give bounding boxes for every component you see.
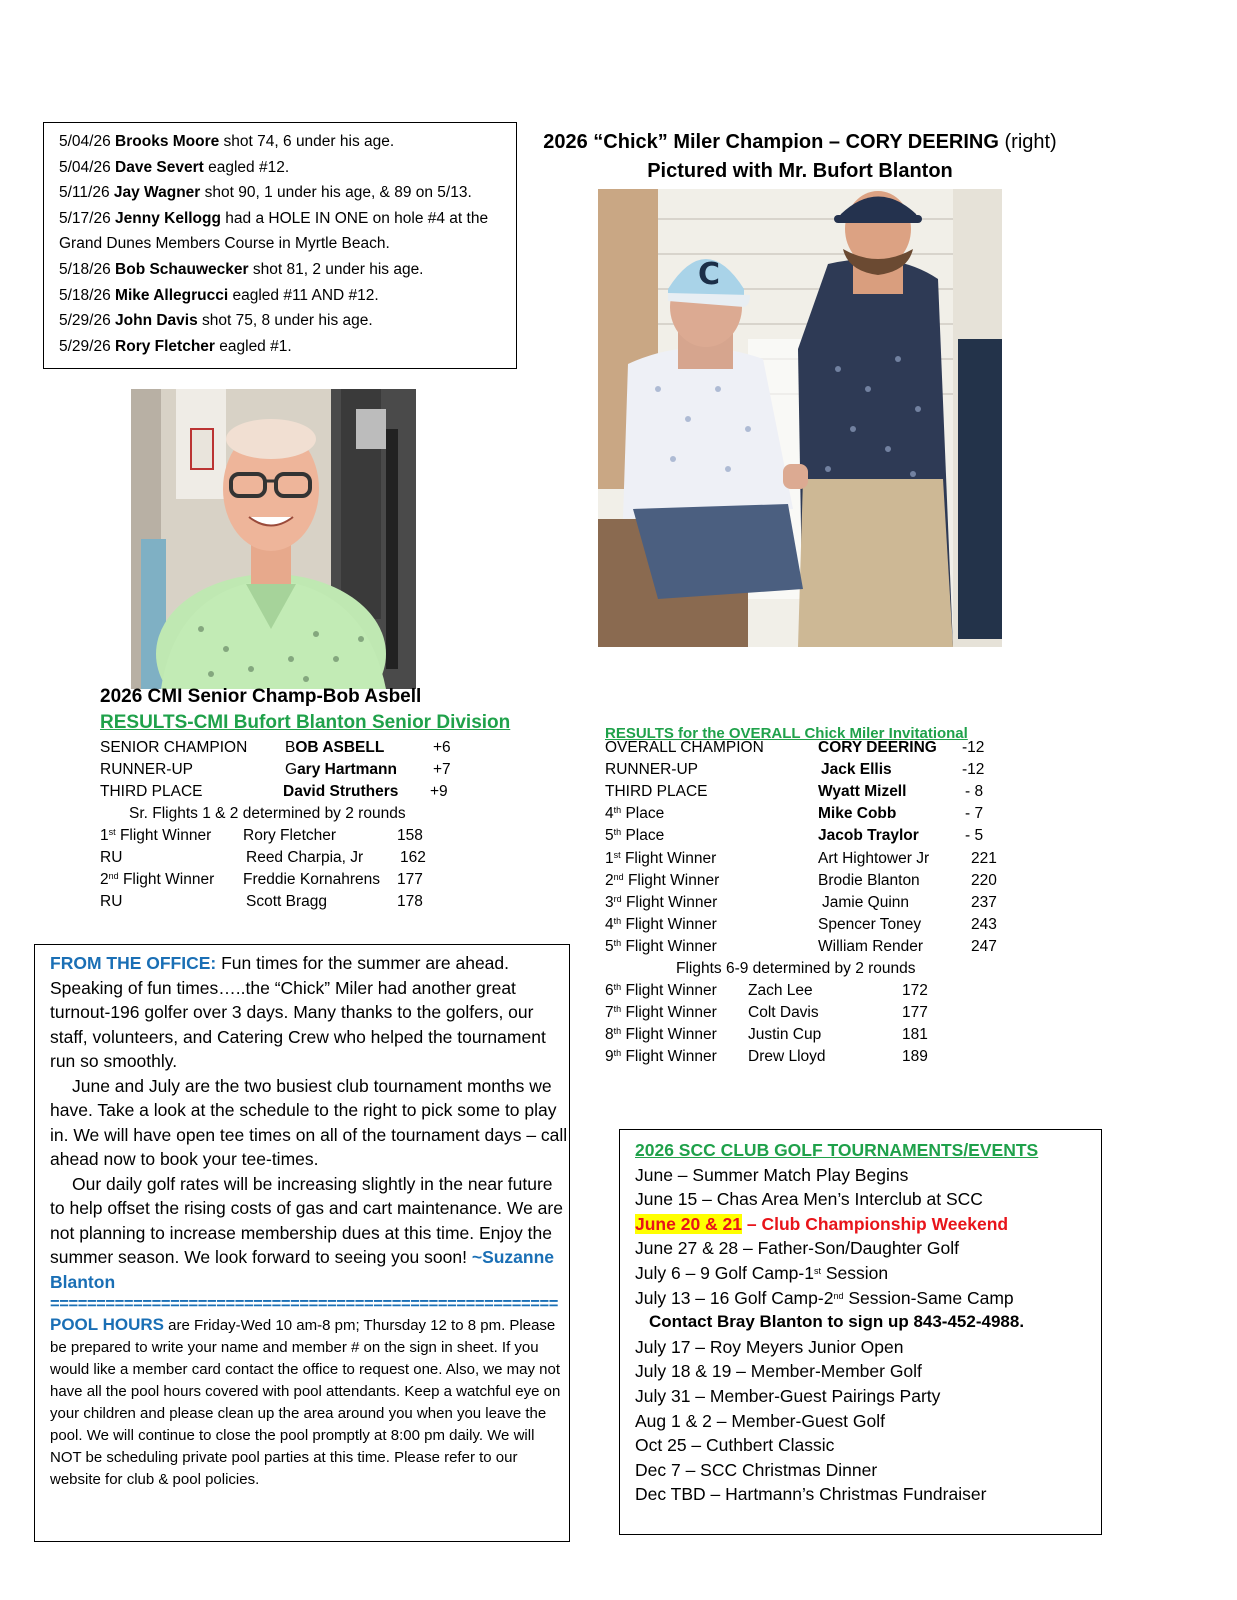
news-name: Jay Wagner: [113, 184, 201, 202]
flight-label-text: Flight Winner: [621, 938, 717, 955]
flight-number-suffix: st: [108, 827, 116, 837]
event-camp-1: [635, 1261, 1101, 1286]
senior-row-label: THIRD PLACE: [100, 783, 203, 800]
overall-row-label: [605, 759, 698, 781]
news-name: Bob Schauwecker: [115, 260, 249, 278]
flight-number-suffix: nd: [613, 872, 624, 882]
news-item: [59, 206, 516, 232]
senior-row-name-rest: ary Hartmann: [297, 761, 397, 778]
flight-number: 4: [605, 916, 614, 933]
senior-row-name-rest: David Struthers: [283, 783, 399, 800]
overall-row-label: [605, 825, 664, 847]
overall-row-label: [605, 1024, 717, 1046]
overall-row-score: - 5: [965, 827, 984, 844]
news-text: shot 81, 2 under his age.: [248, 260, 424, 278]
flight-label-text: Flight Winner: [621, 1004, 717, 1021]
news-item: [59, 231, 516, 257]
event-item: July 31 – Member-Guest Pairings Party: [635, 1385, 941, 1406]
overall-flight-score: 181: [902, 1026, 928, 1043]
senior-flight-label: [100, 847, 122, 869]
news-text: shot 75, 8 under his age.: [197, 312, 373, 330]
overall-flight-row: [605, 936, 1005, 958]
senior-flight-score: 178: [397, 893, 423, 910]
events-title[interactable]: 2026 SCC CLUB GOLF TOURNAMENTS/EVENTS: [635, 1140, 1039, 1160]
news-name: John Davis: [115, 312, 198, 330]
camp1-sup: st: [813, 1265, 821, 1276]
senior-results-title[interactable]: RESULTS-CMI Bufort Blanton Senior Division: [100, 712, 511, 733]
news-text: eagled #12.: [203, 158, 290, 176]
pool-label: POOL HOURS: [50, 1315, 164, 1334]
senior-row-name: [285, 737, 384, 759]
senior-flight-label: [100, 869, 214, 891]
camp2-sup: nd: [833, 1290, 844, 1301]
champion-heading: [520, 131, 1080, 154]
senior-row: [100, 737, 480, 759]
event-championship: [635, 1212, 1101, 1237]
overall-place-row: [605, 781, 1005, 803]
event-item: Aug 1 & 2 – Member-Guest Golf: [635, 1410, 885, 1431]
news-date: 5/29/26: [59, 312, 111, 330]
news-name: Rory Fletcher: [115, 337, 215, 355]
senior-row: [100, 759, 480, 781]
overall-flight-name: Justin Cup: [748, 1026, 822, 1043]
senior-flight-row: [100, 891, 480, 913]
championship-text: – Club Championship Weekend: [742, 1213, 1009, 1234]
flight-label-text: Flight Winner: [621, 916, 717, 933]
news-item: [59, 180, 516, 206]
event-item: July 18 & 19 – Member-Member Golf: [635, 1361, 922, 1382]
overall-flight-row: [605, 914, 1005, 936]
office-text-3: Our daily golf rates will be increasing slightly in the near future to help offset the rising costs of gas and cart maintenance. We are not planning to increase membership dues at this time. Enjoy the summer season. We look forward to seeing you soon!: [50, 1173, 563, 1267]
overall-flight-score: 247: [971, 938, 997, 955]
news-name: Mike Allegrucci: [115, 286, 229, 304]
news-date: 5/17/26: [59, 209, 111, 227]
camp1-text: July 6 – 9 Golf Camp-1: [635, 1262, 814, 1283]
office-box: [34, 944, 570, 1542]
champion-heading-bold: 2026 “Chick” Miler Champion – CORY DEERING: [543, 131, 999, 153]
overall-flight-row: [605, 1024, 1005, 1046]
place-label: 5: [605, 827, 614, 844]
champion-subheading: Pictured with Mr. Bufort Blanton: [647, 160, 953, 182]
flight-number-suffix: st: [613, 850, 621, 860]
senior-row-name: [285, 759, 397, 781]
senior-row: [100, 781, 480, 803]
event-camp-2: [635, 1286, 1101, 1311]
flight-number-suffix: th: [613, 982, 622, 992]
overall-row-label: [605, 1046, 717, 1068]
flight-label-text: Flight Winner: [621, 1048, 717, 1065]
news-text: Grand Dunes Members Course in Myrtle Beach.: [59, 235, 390, 253]
place-label-rest: Place: [621, 827, 665, 844]
event-item: July 17 – Roy Meyers Junior Open: [635, 1336, 904, 1357]
flight-number: 8: [605, 1026, 614, 1043]
overall-results-title[interactable]: RESULTS for the OVERALL Chick Miler Invitational: [605, 725, 968, 742]
overall-row-label: [605, 1002, 717, 1024]
pool-paragraph: [50, 1314, 569, 1491]
flight-label-text: Flight Winner: [621, 894, 718, 911]
news-date: 5/18/26: [59, 260, 111, 278]
flight-number-suffix: th: [613, 1026, 622, 1036]
senior-flight-label: [100, 825, 211, 847]
news-box: [43, 122, 517, 369]
overall-flight-name: Drew Lloyd: [748, 1048, 826, 1065]
overall-row-label: [605, 870, 719, 892]
senior-flight-name: Reed Charpia, Jr: [246, 849, 364, 866]
overall-row-name: Wyatt Mizell: [818, 783, 907, 800]
champion-illustration: [598, 189, 1002, 647]
overall-row-label: [605, 892, 717, 914]
office-signature: ~Suzanne Blanton: [50, 1247, 555, 1292]
news-item: [59, 308, 516, 334]
senior-flights-note: Sr. Flights 1 & 2 determined by 2 rounds: [129, 805, 406, 822]
senior-row-name: [283, 781, 398, 803]
senior-row-score: +6: [433, 739, 451, 756]
overall-row-score: - 8: [965, 783, 984, 800]
flight-label-text: Flight Winner: [621, 982, 717, 999]
flight-number: 7: [605, 1004, 614, 1021]
flight-number: 5: [605, 938, 614, 955]
overall-row-label: [605, 936, 717, 958]
overall-flight-score: 243: [971, 916, 997, 933]
flight-label-text: Flight Winner: [118, 871, 215, 888]
flight-number-suffix: rd: [613, 894, 622, 904]
senior-row-label: SENIOR CHAMPION: [100, 739, 248, 756]
overall-place-row: [605, 737, 1005, 759]
senior-flight-score: 177: [397, 871, 423, 888]
office-label: FROM THE OFFICE:: [50, 953, 217, 973]
senior-flight-row: [100, 869, 480, 891]
event-item: June – Summer Match Play Begins: [635, 1164, 909, 1185]
news-item: [59, 129, 516, 155]
overall-row-label: [605, 781, 708, 803]
place-label: THIRD PLACE: [605, 783, 708, 800]
camp1-post: Session: [820, 1262, 889, 1283]
senior-flight-row: [100, 825, 480, 847]
senior-flight-label: [100, 891, 122, 913]
overall-flight-row: [605, 892, 1005, 914]
overall-flight-name: Brodie Blanton: [818, 872, 920, 889]
flight-number: 2: [100, 871, 109, 888]
senior-flight-name: Rory Fletcher: [243, 827, 337, 844]
flight-number-suffix: th: [613, 1004, 622, 1014]
office-paragraph-2: June and July are the two busiest club tournament months we have. Take a look at the schedule to the right to pick some to play in. We will have open tee times on all of the tournament days – call ahead now to book your tee-times.: [50, 1075, 568, 1169]
overall-row-label: [605, 737, 764, 759]
event-item: June 27 & 28 – Father-Son/Daughter Golf: [635, 1238, 959, 1259]
flight-label-text: Flight Winner: [115, 827, 212, 844]
news-text: shot 74, 6 under his age.: [219, 133, 395, 150]
senior-row-name-initial: G: [285, 761, 298, 778]
senior-row-name-rest: OB ASBELL: [295, 739, 385, 756]
senior-flight-row: [100, 847, 480, 869]
overall-row-name: CORY DEERING: [818, 739, 937, 756]
news-date: 5/04/26: [59, 133, 111, 150]
place-label-rest: Place: [621, 805, 665, 822]
overall-place-row: [605, 825, 1005, 847]
flight-label-text: Flight Winner: [620, 850, 717, 867]
news-item: [59, 283, 516, 309]
news-date: 5/18/26: [59, 286, 111, 304]
overall-row-label: [605, 980, 717, 1002]
news-item: [59, 257, 516, 283]
flight-number: 3: [605, 894, 614, 911]
senior-flight-name: Scott Bragg: [246, 893, 327, 910]
overall-row-label: [605, 914, 717, 936]
overall-flight-score: 221: [971, 850, 997, 867]
events-list-2: [635, 1236, 1101, 1261]
events-list-3: [635, 1335, 1101, 1507]
senior-flight-score: 158: [397, 827, 423, 844]
office-paragraph-1: [50, 951, 569, 1074]
office-paragraph-3: [50, 1172, 569, 1295]
overall-row-name: Mike Cobb: [818, 805, 897, 822]
news-name: Dave Severt: [115, 158, 204, 176]
events-box: [619, 1129, 1102, 1535]
news-text: shot 90, 1 under his age, & 89 on 5/13.: [200, 184, 472, 202]
flight-label-text: RU: [100, 893, 123, 910]
flight-label-text: RU: [100, 849, 123, 866]
champion-photo: [598, 189, 1002, 647]
event-item: Dec TBD – Hartmann’s Christmas Fundraiser: [635, 1484, 987, 1505]
flight-number-suffix: th: [613, 1048, 622, 1058]
overall-row-name: Jacob Traylor: [818, 827, 919, 844]
overall-place-row: [605, 759, 1005, 781]
overall-row-score: -12: [962, 739, 985, 756]
news-date: 5/29/26: [59, 337, 111, 355]
senior-flight-name: Freddie Kornahrens: [243, 871, 380, 888]
news-name: Jenny Kellogg: [115, 209, 221, 227]
overall-flight-score: 172: [902, 982, 928, 999]
divider: =======================================================: [50, 1295, 558, 1313]
place-label: RUNNER-UP: [605, 761, 698, 778]
overall-flight-name: Spencer Toney: [818, 916, 922, 933]
news-name: Brooks Moore: [115, 133, 220, 150]
overall-flight-row: [605, 1046, 1005, 1068]
overall-flight-score: 177: [902, 1004, 928, 1021]
overall-flight-name: Jamie Quinn: [822, 894, 910, 911]
office-text-1: Fun times for the summer are ahead. Speaking of fun times…..the “Chick” Miler had another great turnout-196 golfer over 3 days. Many thanks to the golfers, our staff, volunteers, and Catering Crew who helped the tournament run so smoothly.: [50, 953, 546, 1071]
flight-number-suffix: th: [613, 938, 622, 948]
news-item: [59, 334, 516, 360]
news-date: 5/11/26: [59, 184, 110, 202]
champion-heading-note: (right): [998, 131, 1057, 153]
overall-flight-row: [605, 870, 1005, 892]
flight-number: 9: [605, 1048, 614, 1065]
flight-number: 1: [605, 850, 614, 867]
overall-flight-row: [605, 848, 1005, 870]
overall-row-score: -12: [962, 761, 985, 778]
events-list-1: [635, 1163, 1101, 1212]
overall-flight-score: 220: [971, 872, 997, 889]
place-suffix: th: [613, 827, 622, 837]
senior-champion-photo: [131, 389, 416, 689]
news-date: 5/04/26: [59, 158, 111, 176]
senior-champion-illustration: [131, 389, 416, 689]
overall-flights-note: Flights 6-9 determined by 2 rounds: [676, 960, 916, 977]
senior-row-score: +7: [433, 761, 451, 778]
overall-flight-row: [605, 980, 1005, 1002]
news-text: had a HOLE IN ONE on hole #4 at the: [220, 209, 489, 227]
flight-label-text: Flight Winner: [621, 1026, 717, 1043]
flight-number-suffix: nd: [108, 871, 119, 881]
overall-row-label: [605, 848, 716, 870]
event-contact: Contact Bray Blanton to sign up 843-452-4988.: [649, 1312, 1025, 1332]
flight-number: 6: [605, 982, 614, 999]
senior-flight-score: 162: [400, 849, 426, 866]
overall-row-score: - 7: [965, 805, 984, 822]
senior-row-score: +9: [430, 783, 448, 800]
senior-caption: 2026 CMI Senior Champ-Bob Asbell: [100, 686, 422, 707]
overall-row-label: [605, 803, 664, 825]
place-label: OVERALL CHAMPION: [605, 739, 764, 756]
overall-flight-name: Art Hightower Jr: [818, 850, 930, 867]
overall-flight-name: Zach Lee: [748, 982, 813, 999]
championship-date: June 20 & 21: [635, 1213, 742, 1234]
overall-flight-name: Colt Davis: [748, 1004, 819, 1021]
pool-text: are Friday-Wed 10 am-8 pm; Thursday 12 to 8 pm. Please be prepared to write your name and member # on the sign in sheet. If you would like a member card contact the office to request one. Also, we may not have all the pool hours covered with pool attendants. Keep a watchful eye on your children and please clean up the area around you when you leave the pool. We will continue to close the pool promptly at 8:00 pm daily. We will NOT be scheduling private pool parties at this time. Please refer to our website for club & pool policies.: [50, 1317, 561, 1488]
place-suffix: th: [613, 805, 622, 815]
flight-label-text: Flight Winner: [623, 872, 720, 889]
overall-flight-score: 237: [971, 894, 997, 911]
camp2-post: Session-Same Camp: [843, 1287, 1014, 1308]
overall-place-row: [605, 803, 1005, 825]
flight-number: 1: [100, 827, 109, 844]
place-label: 4: [605, 805, 614, 822]
senior-row-label: RUNNER-UP: [100, 761, 193, 778]
flight-number: 2: [605, 872, 614, 889]
camp2-text: July 13 – 16 Golf Camp-2: [635, 1287, 834, 1308]
senior-row-name-initial: B: [285, 739, 296, 756]
event-item: Dec 7 – SCC Christmas Dinner: [635, 1459, 878, 1480]
overall-flight-score: 189: [902, 1048, 928, 1065]
overall-flight-row: [605, 1002, 1005, 1024]
event-item: Oct 25 – Cuthbert Classic: [635, 1435, 835, 1456]
event-item: June 15 – Chas Area Men’s Interclub at SCC: [635, 1189, 983, 1210]
news-text: eagled #1.: [214, 337, 292, 355]
overall-row-name: Jack Ellis: [821, 761, 892, 778]
svg-text:C: C: [698, 257, 721, 292]
news-item: [59, 155, 516, 181]
news-text: eagled #11 AND #12.: [228, 286, 379, 304]
flight-number-suffix: th: [613, 916, 622, 926]
overall-flight-name: William Render: [818, 938, 924, 955]
